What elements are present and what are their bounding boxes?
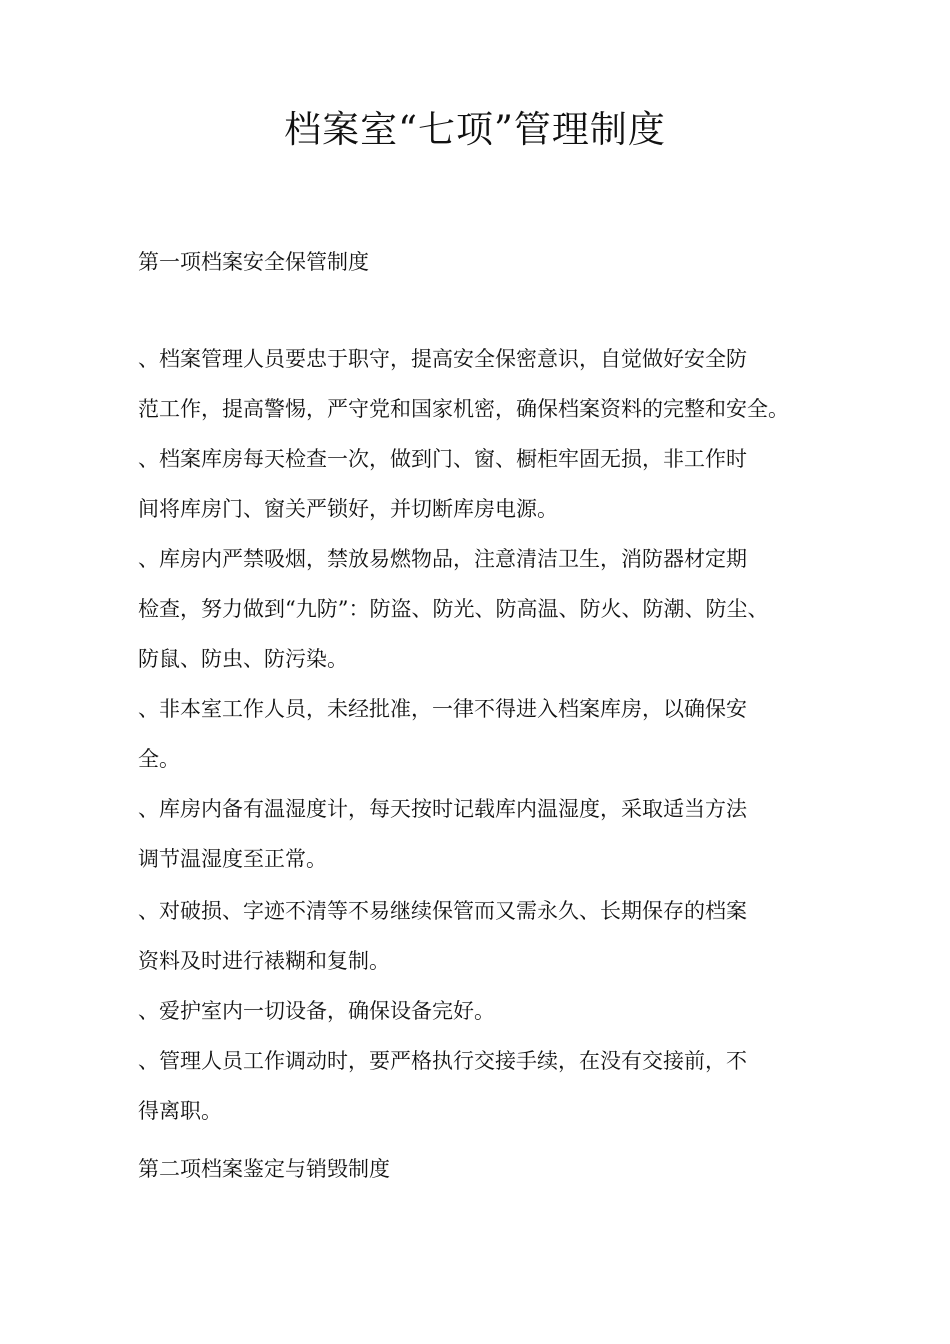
- item-4-line-2: 全。: [138, 747, 180, 771]
- section-heading-2: 第二项档案鉴定与销毁制度: [138, 1157, 390, 1181]
- item-1-line-2: 范工作，提高警惕，严守党和国家机密，确保档案资料的完整和安全。: [138, 397, 789, 421]
- item-5-line-1: 、库房内备有温湿度计，每天按时记载库内温湿度，采取适当方法: [138, 797, 747, 821]
- item-3-line-2: 检查，努力做到“九防”：防盗、防光、防高温、防火、防潮、防尘、: [138, 597, 769, 621]
- document-title: 档案室“七项”管理制度: [284, 108, 666, 151]
- section-heading-1: 第一项档案安全保管制度: [138, 250, 369, 274]
- item-6-line-2: 资料及时进行裱糊和复制。: [138, 949, 390, 973]
- item-2-line-1: 、档案库房每天检查一次，做到门、窗、橱柜牢固无损，非工作时: [138, 447, 747, 471]
- item-5-line-2: 调节温湿度至正常。: [138, 847, 327, 871]
- item-8-line-1: 、管理人员工作调动时，要严格执行交接手续，在没有交接前，不: [138, 1049, 747, 1073]
- item-1-line-1: 、档案管理人员要忠于职守，提高安全保密意识，自觉做好安全防: [138, 347, 747, 371]
- item-6-line-1: 、对破损、字迹不清等不易继续保管而又需永久、长期保存的档案: [138, 899, 747, 923]
- item-4-line-1: 、非本室工作人员，未经批准，一律不得进入档案库房，以确保安: [138, 697, 747, 721]
- item-8-line-2: 得离职。: [138, 1099, 222, 1123]
- item-7-line-1: 、爱护室内一切设备，确保设备完好。: [138, 999, 495, 1023]
- item-3-line-1: 、库房内严禁吸烟，禁放易燃物品，注意清洁卫生，消防器材定期: [138, 547, 747, 571]
- item-3-line-3: 防鼠、防虫、防污染。: [138, 647, 348, 671]
- item-2-line-2: 间将库房门、窗关严锁好，并切断库房电源。: [138, 497, 558, 521]
